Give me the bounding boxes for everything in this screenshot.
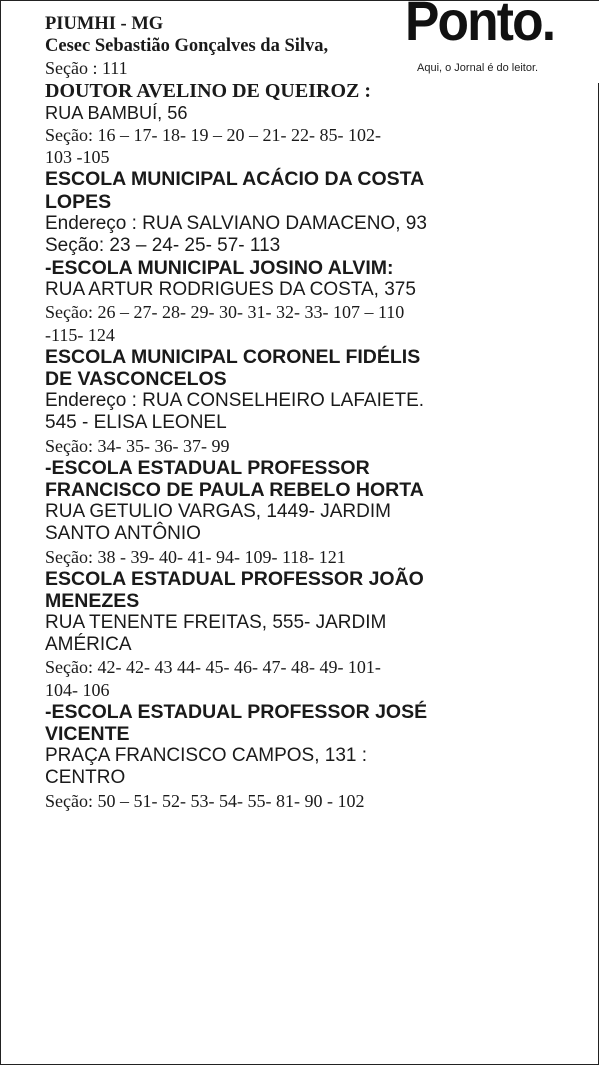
section-list: 104- 106 [45, 679, 110, 700]
location-name: -ESCOLA ESTADUAL PROFESSOR JOSÉ [45, 700, 428, 723]
location-address: RUA ARTUR RODRIGUES DA COSTA, 375 [45, 279, 416, 301]
location-name: ESCOLA MUNICIPAL CORONEL FIDÉLIS [45, 345, 421, 368]
section-list: Seção: 23 – 24- 25- 57- 113 [45, 234, 281, 256]
location-address: Endereço : RUA CONSELHEIRO LAFAIETE. [45, 390, 425, 412]
location-name: DE VASCONCELOS [45, 368, 227, 390]
location-address: RUA TENENTE FREITAS, 555- JARDIM [45, 612, 387, 634]
location-address: Endereço : RUA SALVIANO DAMACENO, 93 [45, 212, 427, 234]
section-list: Seção: 26 – 27- 28- 29- 30- 31- 32- 33- 107 – 110 [45, 302, 405, 323]
location-name: LOPES [45, 190, 112, 213]
location-address: CENTRO [45, 767, 126, 789]
polling-locations-list [45, 13, 515, 812]
location-name: VICENTE [45, 723, 130, 745]
location-name: DOUTOR AVELINO DE QUEIROZ : [45, 79, 371, 102]
location-address: RUA GETULIO VARGAS, 1449- JARDIM [45, 501, 391, 523]
location-address: AMÉRICA [45, 634, 132, 656]
location-name: MENEZES [45, 589, 140, 612]
location-address: SANTO ANTÔNIO [45, 523, 201, 545]
city-heading: PIUMHI - MG [45, 14, 164, 34]
location-name: Cesec Sebastião Gonçalves da Silva, [45, 36, 329, 57]
section-list: Seção: 34- 35- 36- 37- 99 [45, 435, 230, 456]
location-name: ESCOLA MUNICIPAL ACÁCIO DA COSTA [45, 168, 425, 191]
section-list: Seção : 111 [45, 58, 128, 79]
location-name: -ESCOLA ESTADUAL PROFESSOR [45, 456, 370, 479]
section-list: 103 -105 [45, 147, 110, 168]
location-name: FRANCISCO DE PAULA REBELO HORTA [45, 478, 424, 501]
location-address: RUA BAMBUÍ, 56 [45, 102, 188, 123]
section-list: -115- 124 [45, 324, 115, 345]
logo-wordmark: Ponto. [405, 0, 555, 52]
section-list: Seção: 38 - 39- 40- 41- 94- 109- 118- 121 [45, 546, 346, 567]
location-address: 545 - ELISA LEONEL [45, 412, 227, 434]
section-list: Seção: 42- 42- 43 44- 45- 46- 47- 48- 49- 101- [45, 657, 381, 678]
location-address: PRAÇA FRANCISCO CAMPOS, 131 : [45, 745, 368, 767]
section-list: Seção: 16 – 17- 18- 19 – 20 – 21- 22- 85- 102- [45, 124, 381, 145]
section-list: Seção: 50 – 51- 52- 53- 54- 55- 81- 90 - 102 [45, 790, 365, 811]
logo-tagline: Aqui, o Jornal é do leitor. [417, 62, 539, 74]
location-name: ESCOLA ESTADUAL PROFESSOR JOÃO [45, 567, 424, 590]
location-name: -ESCOLA MUNICIPAL JOSINO ALVIM: [45, 257, 394, 280]
